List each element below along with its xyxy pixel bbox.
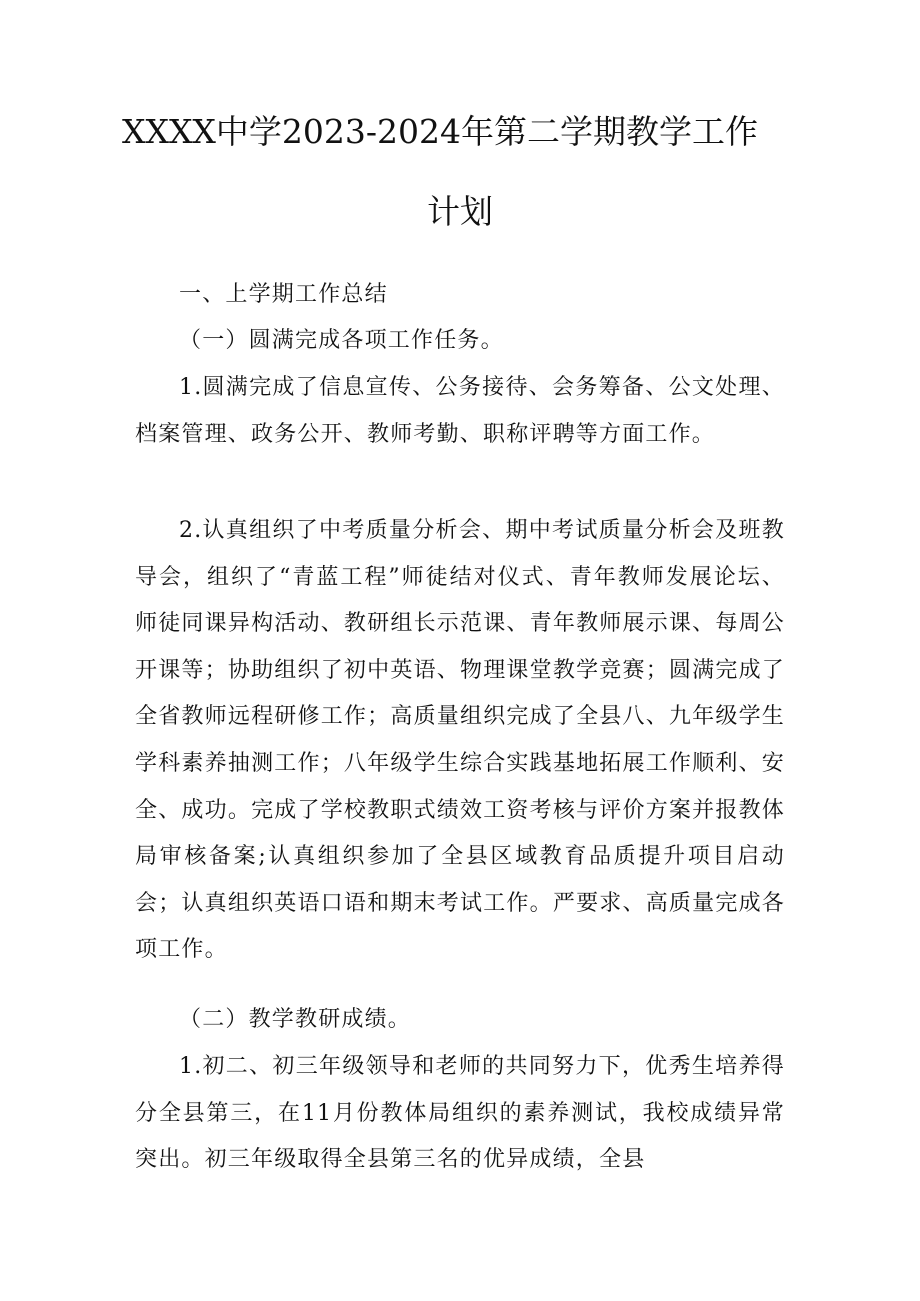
document-title-line-2: 计划: [427, 192, 493, 231]
document-title-line-1: XXXX中学2023-2024年第二学期教学工作: [121, 112, 759, 151]
paragraph-results-1: 1.初二、初三年级领导和老师的共同努力下，优秀生培养得分全县第三，在11月份教体局组织的素养测试，我校成绩异常突出。初三年级取得全县第三名的优异成绩，全县: [135, 1054, 785, 1173]
subsection-heading-results: （二）教学教研成绩。: [179, 1007, 412, 1032]
section-heading-summary: 一、上学期工作总结: [179, 282, 388, 307]
paragraph-item-1: 1.圆满完成了信息宣传、公务接待、会务筹备、公文处理、档案管理、政务公开、教师考勤、职称评聘等方面工作。: [135, 375, 785, 447]
subsection-heading-tasks: （一）圆满完成各项工作任务。: [179, 328, 504, 353]
paragraph-item-2: 2.认真组织了中考质量分析会、期中考试质量分析会及班教导会，组织了“青蓝工程”师徒结对仪式、青年教师发展论坛、师徒同课异构活动、教研组长示范课、青年教师展示课、每周公开课等；协助组织了初中英语、物理课堂教学竞赛；圆满完成了全省教师远程研修工作；高质量组织完成了全县八、九年级学生学科素养抽测工作；八年级学生综合实践基地拓展工作顺利、安全、成功。完成了学校教职式绩效工资考核与评价方案并报教体局审核备案;认真组织参加了全县区域教育品质提升项目启动会；认真组织英语口语和期末考试工作。严要求、高质量完成各项工作。: [135, 518, 785, 963]
